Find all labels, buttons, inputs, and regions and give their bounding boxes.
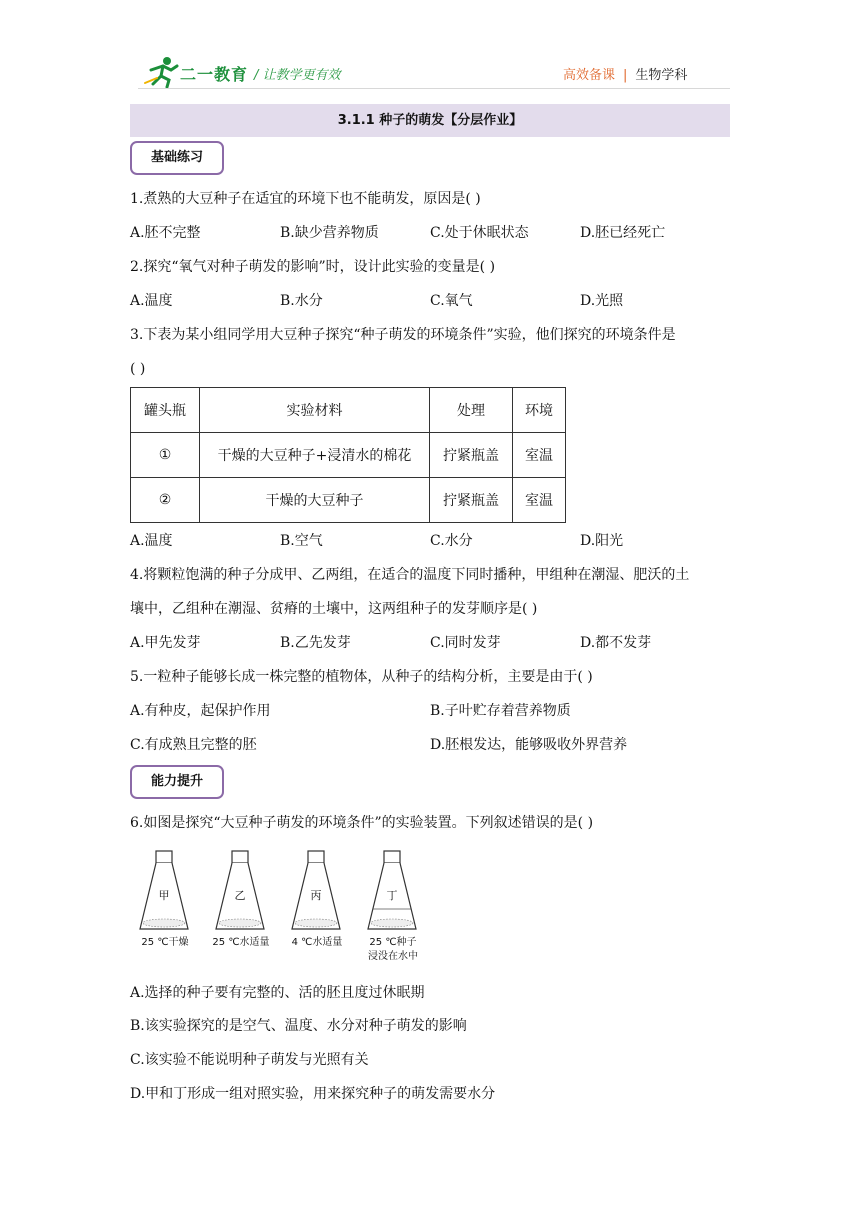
q4-option-a: A.甲先发芽 [130,635,201,651]
section-badge-advanced: 能力提升 [130,765,224,799]
experiment-figure [130,845,450,970]
table-cell: 拧紧瓶盖 [430,433,513,478]
table-cell: 干燥的大豆种子 [200,478,430,523]
table-cell: 室温 [513,433,566,478]
table-header-cell: 罐头瓶 [131,388,200,433]
flask-bing-label: 4 ℃水适量 [291,937,343,948]
q3-option-a: A.温度 [130,533,173,549]
q4-option-b: B.乙先发芽 [280,635,351,651]
q4-stem-line1: 4.将颗粒饱满的种子分成甲、乙两组，在适合的温度下同时播种，甲组种在潮湿、肥沃的土 [130,567,690,583]
q1-option-b: B.缺少营养物质 [280,225,379,241]
brand-name: 二一教育 [180,65,249,84]
table-header-row [131,388,566,433]
q6-option-a: A.选择的种子要有完整的、活的胚且度过休眠期 [130,985,425,1001]
slogan: / 让教学更有效 [254,68,341,83]
q2-option-a: A.温度 [130,293,173,309]
q6-option-b: B.该实验探究的是空气、温度、水分对种子萌发的影响 [130,1018,467,1034]
page-title: 3.1.1 种子的萌发【分层作业】 [337,113,523,128]
table-cell: 拧紧瓶盖 [430,478,513,523]
flask-ding-mark: 丁 [386,889,398,902]
q1-option-c: C.处于休眠状态 [430,225,529,241]
title-bar [130,104,730,137]
q5-stem: 5.一粒种子能够长成一株完整的植物体，从种子的结构分析，主要是由于( ) [130,669,593,685]
flask-ding-label-2: 浸没在水中 [368,951,418,962]
q6-option-c: C.该实验不能说明种子萌发与光照有关 [130,1052,369,1068]
flask-jia-mark: 甲 [158,889,170,902]
q4-option-d: D.都不发芽 [580,635,652,651]
table-cell: ② [131,478,200,523]
q1-stem: 1.煮熟的大豆种子在适宜的环境下也不能萌发，原因是( ) [130,191,481,207]
q1-option-d: D.胚已经死亡 [580,225,666,241]
page-header [0,0,860,100]
flask-yi-mark: 乙 [234,889,246,902]
q3-option-b: B.空气 [280,533,323,549]
section-badge-basic: 基础练习 [130,141,224,175]
q6-option-d: D.甲和丁形成一组对照实验，用来探究种子的萌发需要水分 [130,1086,496,1102]
table-row [131,478,566,523]
header-label-prep: 高效备课 [563,68,616,83]
table-cell: ① [131,433,200,478]
q1-option-a: A.胚不完整 [130,225,201,241]
table-header-cell: 实验材料 [200,388,430,433]
table-row [131,433,566,478]
running-man-logo-icon [143,56,183,88]
q2-stem: 2.探究“氧气对种子萌发的影响”时，设计此实验的变量是( ) [130,259,496,275]
q2-option-c: C.氧气 [430,293,473,309]
experiment-table [130,387,566,523]
q5-option-d: D.胚根发达，能够吸收外界营养 [430,737,628,753]
q5-option-a: A.有种皮，起保护作用 [130,703,271,719]
q5-option-b: B.子叶贮存着营养物质 [430,703,571,719]
flask-jia-label: 25 ℃干燥 [141,937,189,948]
q4-option-c: C.同时发芽 [430,635,501,651]
q3-option-c: C.水分 [430,533,473,549]
table-header-cell: 处理 [430,388,513,433]
q3-option-d: D.阳光 [580,533,624,549]
header-label-subject: 生物学科 [635,68,688,83]
flask-ding-label: 25 ℃种子 [369,937,417,948]
flask-bing-mark: 丙 [310,889,322,902]
header-divider [138,88,730,89]
table-cell: 室温 [513,478,566,523]
header-subject [563,64,687,83]
slogan-text: 让教学更有效 [262,68,341,83]
q4-stem-line2: 壤中，乙组种在潮湿、贫瘠的土壤中，这两组种子的发芽顺序是( ) [130,601,538,617]
q2-option-d: D.光照 [580,293,624,309]
table-cell: 干燥的大豆种子+浸清水的棉花 [200,433,430,478]
q5-option-c: C.有成熟且完整的胚 [130,737,257,753]
q6-stem: 6.如图是探究“大豆种子萌发的环境条件”的实验装置。下列叙述错误的是( ) [130,815,594,831]
flask-yi-label: 25 ℃水适量 [212,937,270,948]
header-separator: | [623,68,628,83]
q3-stem-line1: 3.下表为某小组同学用大豆种子探究“种子萌发的环境条件”实验，他们探究的环境条件是 [130,327,676,343]
q3-stem-line2: ( ) [130,361,146,377]
q2-option-b: B.水分 [280,293,323,309]
table-header-cell: 环境 [513,388,566,433]
